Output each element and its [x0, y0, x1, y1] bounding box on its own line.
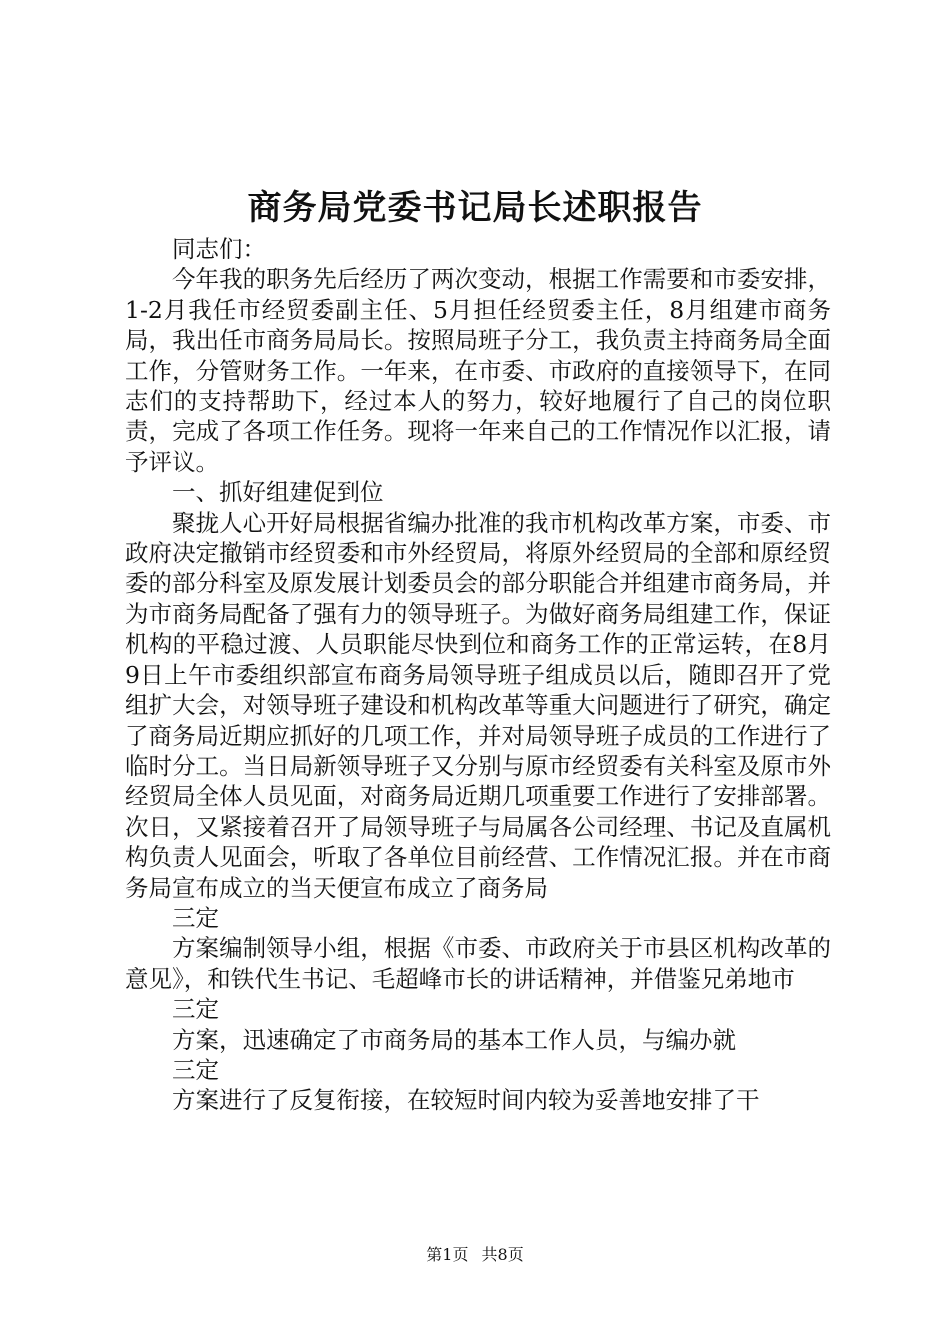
paragraph-organization: 聚拢人心开好局根据省编办批准的我市机构改革方案，市委、市政府决定撤销市经贸委和市外经贸局，将原外经贸局的全部和原经贸委的部分科室及原发展计划委员会的部分职能合并组建市商务局，并为市商务局配备了强有力的领导班子。为做好商务局组建工作，保证机构的平稳过渡、人员职能尽快到位和商务工作的正常运转，在8月9日上午市委组织部宣布商务局领导班子组成员以后，随即召开了党组扩大会，对领导班子建设和机构改革等重大问题进行了研究，确定了商务局近期应抓好的几项工作，并对局领导班子成员的工作进行了临时分工。当日局新领导班子又分别与原市经贸委有关科室及原市外经贸局全体人员见面，对商务局近期几项重要工作进行了安排部署。次日，又紧接着召开了局领导班子与局属各公司经理、书记及直属机构负责人见面会，听取了各单位目前经营、工作情况汇报。并在市商务局宣布成立的当天便宣布成立了商务局	[125, 508, 831, 902]
page-footer	[0, 1244, 950, 1266]
paragraph-staff: 方案，迅速确定了市商务局的基本工作人员，与编办就	[172, 1025, 736, 1054]
page-total: 共8页	[481, 1245, 524, 1264]
page-number: 第1页	[426, 1245, 469, 1264]
document-title: 商务局党委书记局长述职报告	[247, 188, 703, 228]
salutation: 同志们：	[172, 235, 266, 263]
paragraph-coordination: 方案进行了反复衔接，在较短时间内较为妥善地安排了干	[172, 1086, 760, 1115]
paragraph-intro: 今年我的职务先后经历了两次变动，根据工作需要和市委安排，1-2月我任市经贸委副主任、5月担任经贸委主任，8月组建市商务局，我出任市商务局局长。按照局班子分工，我负责主持商务局全面工作，分管财务工作。一年来，在市委、市政府的直接领导下，在同志们的支持帮助下，经过本人的努力，较好地履行了自己的岗位职责，完成了各项工作任务。现将一年来自己的工作情况作以汇报，请予评议。	[125, 265, 831, 476]
label-sanding: 三定	[172, 995, 219, 1024]
document-body	[125, 234, 831, 1116]
label-sanding: 三定	[172, 1055, 219, 1084]
label-sanding: 三定	[172, 903, 219, 932]
paragraph-plan: 方案编制领导小组，根据《市委、市政府关于市县区机构改革的意见》，和铁代生书记、毛超峰市长的讲话精神，并借鉴兄弟地市	[125, 934, 831, 993]
section-heading: 一、抓好组建促到位	[172, 478, 384, 507]
